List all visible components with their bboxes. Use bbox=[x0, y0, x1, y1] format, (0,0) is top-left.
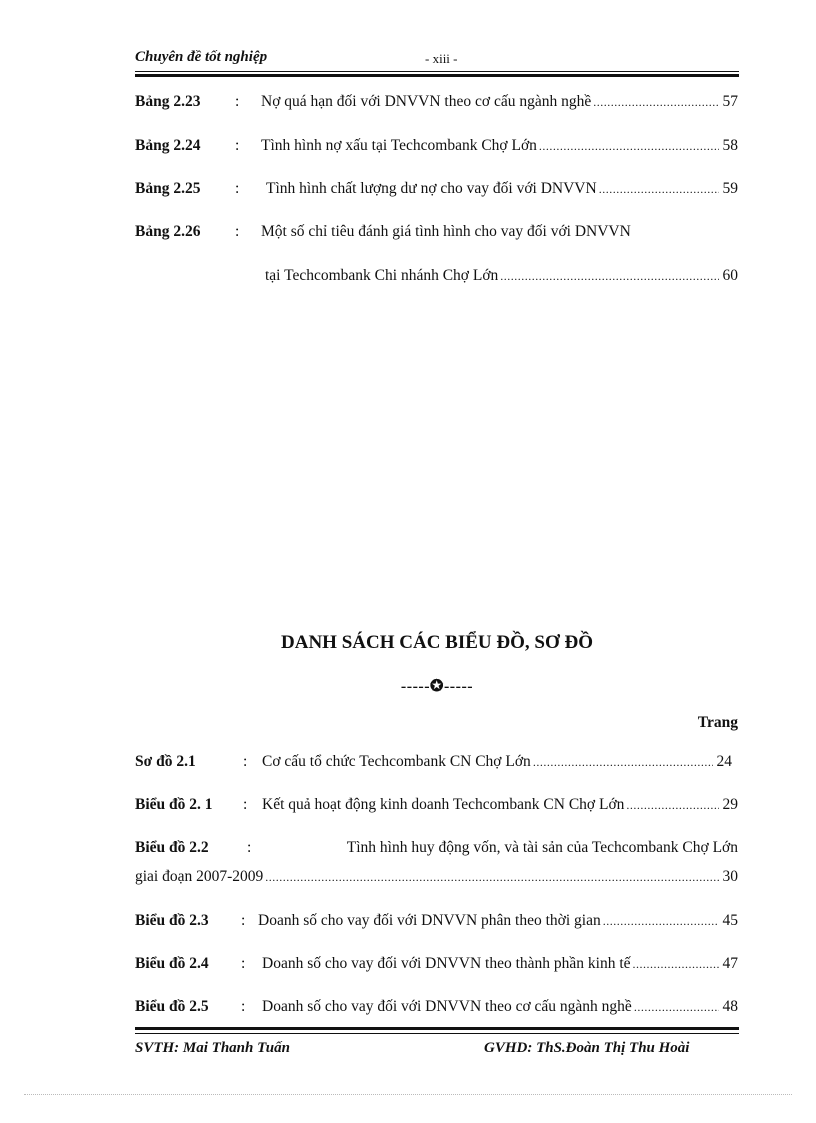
entry-label: Biểu đồ 2.4 bbox=[135, 955, 209, 972]
entry-label: Sơ đồ 2.1 bbox=[135, 753, 196, 770]
entry-colon: : bbox=[243, 796, 248, 813]
header-rule-thick bbox=[135, 74, 739, 77]
entry-page: 30 bbox=[722, 868, 738, 885]
entry-colon: : bbox=[241, 912, 246, 929]
chart-entry bbox=[135, 751, 738, 773]
page-bottom-edge bbox=[24, 1094, 792, 1095]
entry-leader bbox=[633, 953, 719, 975]
entry-leader bbox=[626, 794, 718, 816]
header-rule-thin bbox=[135, 71, 739, 72]
entry-label: Bảng 2.24 bbox=[135, 137, 201, 154]
entry-leader bbox=[634, 996, 719, 1018]
entry-leader bbox=[599, 178, 719, 200]
footer-advisor: GVHD: ThS.Đoàn Thị Thu Hoài bbox=[484, 1040, 690, 1056]
entry-text: Nợ quá hạn đối với DNVVN theo cơ cấu ngành nghề bbox=[261, 93, 592, 110]
chart-entry bbox=[135, 996, 738, 1018]
entry-page: 58 bbox=[722, 137, 738, 154]
header-title: Chuyên đề tốt nghiệp bbox=[135, 49, 268, 65]
entry-label: Biểu đồ 2.2 bbox=[135, 839, 209, 856]
entry-leader bbox=[593, 91, 718, 113]
entry-colon: : bbox=[235, 223, 240, 240]
entry-page: 59 bbox=[722, 180, 738, 197]
footer-rule-thin bbox=[135, 1033, 739, 1034]
page-column-header: Trang bbox=[697, 714, 738, 731]
entry-leader bbox=[533, 751, 713, 773]
entry-colon: : bbox=[247, 839, 252, 856]
entry-line bbox=[266, 178, 738, 200]
entry-leader bbox=[603, 910, 719, 932]
entry-label: Bảng 2.23 bbox=[135, 93, 201, 110]
entry-line bbox=[261, 91, 738, 113]
entry-colon: : bbox=[241, 998, 246, 1015]
entry-colon: : bbox=[243, 753, 248, 770]
entry-text-line1 bbox=[261, 221, 631, 243]
entry-label: Biểu đồ 2. 1 bbox=[135, 796, 213, 813]
entry-line bbox=[262, 996, 738, 1018]
chart-entry bbox=[135, 794, 738, 816]
entry-page: 60 bbox=[722, 267, 738, 284]
entry-label: Biểu đồ 2.5 bbox=[135, 998, 209, 1015]
entry-text: Doanh số cho vay đối với DNVVN theo thành phần kinh tế bbox=[262, 955, 631, 972]
entry-text: Doanh số cho vay đối với DNVVN theo cơ cấu ngành nghề bbox=[262, 998, 632, 1015]
entry-text: Doanh số cho vay đối với DNVVN phân theo thời gian bbox=[258, 912, 601, 929]
entry-text: Tình hình huy động vốn, và tài sản của Techcombank Chợ Lớn bbox=[346, 839, 738, 856]
entry-text: Kết quả hoạt động kinh doanh Techcombank CN Chợ Lớn bbox=[262, 796, 625, 813]
entry-label: Biểu đồ 2.3 bbox=[135, 912, 209, 929]
entry-leader bbox=[500, 265, 718, 287]
entry-line bbox=[262, 953, 738, 975]
entry-label: Bảng 2.26 bbox=[135, 223, 201, 240]
entry-page: 47 bbox=[722, 955, 738, 972]
entry-text: Tình hình nợ xấu tại Techcombank Chợ Lớn bbox=[261, 137, 537, 154]
footer-rule-thick bbox=[135, 1027, 739, 1030]
entry-page: 29 bbox=[722, 796, 738, 813]
footer-student: SVTH: Mai Thanh Tuấn bbox=[135, 1040, 290, 1056]
entry-label: Bảng 2.25 bbox=[135, 180, 201, 197]
section-ornament: -----✪----- bbox=[400, 678, 474, 695]
entry-text: Một số chỉ tiêu đánh giá tình hình cho vay đối với DNVVN bbox=[261, 223, 631, 240]
entry-page: 24 bbox=[716, 753, 732, 770]
entry-line bbox=[262, 794, 738, 816]
chart-entry bbox=[135, 837, 738, 859]
entry-colon: : bbox=[235, 93, 240, 110]
entry-text: Cơ cấu tổ chức Techcombank CN Chợ Lớn bbox=[262, 753, 531, 770]
entry-colon: : bbox=[235, 137, 240, 154]
entry-page: 45 bbox=[722, 912, 738, 929]
entry-line bbox=[135, 866, 738, 888]
table-entry bbox=[135, 135, 738, 157]
table-entry bbox=[135, 221, 738, 243]
chart-entry bbox=[135, 953, 738, 975]
chart-entry-continuation bbox=[135, 866, 738, 888]
entry-text-cont: tại Techcombank Chi nhánh Chợ Lớn bbox=[265, 267, 499, 284]
table-entry bbox=[135, 91, 738, 113]
entry-line bbox=[258, 910, 738, 932]
entry-text-cont: giai đoạn 2007-2009 bbox=[135, 868, 264, 885]
table-entry-continuation bbox=[135, 265, 738, 287]
section-title: DANH SÁCH CÁC BIỂU ĐỒ, SƠ ĐỒ bbox=[281, 632, 593, 653]
entry-leader bbox=[539, 135, 719, 157]
entry-colon: : bbox=[241, 955, 246, 972]
entry-line bbox=[262, 751, 732, 773]
entry-page: 57 bbox=[722, 93, 738, 110]
entry-colon: : bbox=[235, 180, 240, 197]
table-entry bbox=[135, 178, 738, 200]
header-page-number: - xiii - bbox=[425, 51, 458, 66]
entry-line bbox=[261, 135, 738, 157]
entry-leader bbox=[265, 866, 718, 888]
entry-text: Tình hình chất lượng dư nợ cho vay đối với DNVVN bbox=[266, 180, 597, 197]
chart-entry bbox=[135, 910, 738, 932]
entry-line bbox=[265, 265, 738, 287]
entry-page: 48 bbox=[722, 998, 738, 1015]
entry-line bbox=[271, 837, 738, 859]
